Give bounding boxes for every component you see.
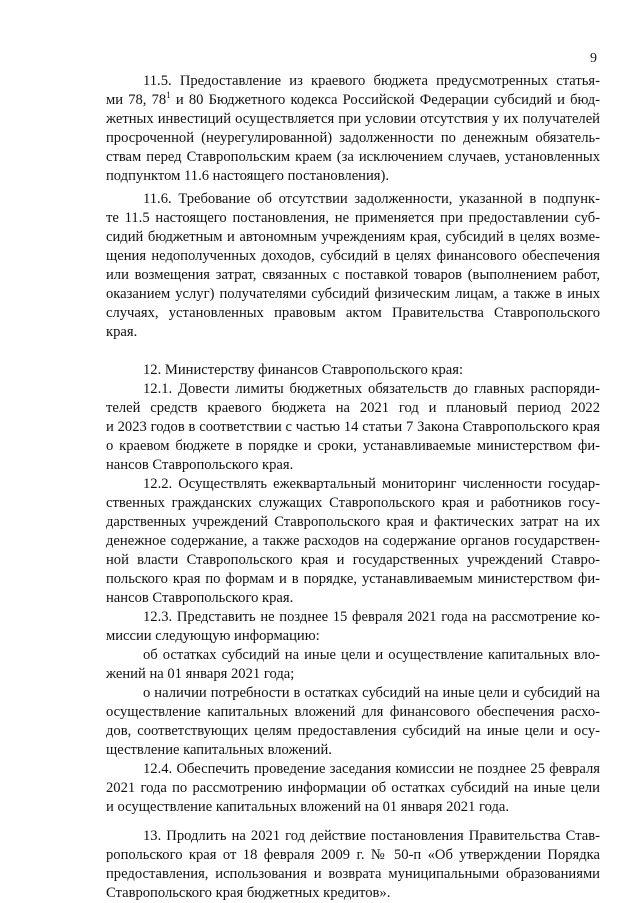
text-line-content: ществление капитальных вложений. xyxy=(106,742,332,758)
text-line xyxy=(143,190,600,209)
superscript: 1 xyxy=(166,90,171,100)
text-line xyxy=(143,827,600,846)
text-line-content: края. xyxy=(106,324,138,340)
text-line-content: 12.1. Довести лимиты бюджетных обязательств до главных распоряди- xyxy=(143,381,600,397)
text-line xyxy=(106,798,600,817)
text-line-content: подпунктом 11.6 настоящего постановления). xyxy=(106,168,390,184)
text-line xyxy=(106,209,600,228)
text-line-content: 13. Продлить на 2021 год действие постановления Правительства Став- xyxy=(143,828,600,844)
text-line xyxy=(143,760,600,779)
text-line xyxy=(143,684,600,703)
text-line-content: и 2023 годов в соответствии с частью 14 статьи 7 Закона Ставропольского края xyxy=(106,419,600,435)
text-line xyxy=(106,741,600,760)
text-line xyxy=(106,494,600,513)
text-line xyxy=(106,865,600,884)
text-line-content: 12.2. Осуществлять ежеквартальный мониторинг численности государ- xyxy=(143,476,600,492)
text-line-content: телей средств краевого бюджета на 2021 год и плановый период 2022 xyxy=(106,400,600,416)
text-line xyxy=(106,148,600,167)
text-line-content: дарственных учреждений Ставропольского края и фактических затрат на их xyxy=(106,514,600,530)
text-line-content: денежное содержание, а также расходов на содержание органов государствен- xyxy=(106,533,600,549)
text-line xyxy=(106,703,600,722)
text-line-content: сидий бюджетным и автономным учреждениям края, субсидий в целях возме- xyxy=(106,229,600,245)
text-line-content: те 11.5 настоящего постановления, не применяется при предоставлении суб- xyxy=(106,210,600,226)
text-line xyxy=(143,72,600,91)
text-line xyxy=(106,627,600,646)
text-line xyxy=(106,266,600,285)
text-line xyxy=(106,110,600,129)
page-number: 9 xyxy=(590,51,597,66)
text-line xyxy=(106,589,600,608)
text-line xyxy=(143,646,600,665)
text-line xyxy=(143,608,600,627)
text-line xyxy=(106,399,600,418)
text-line xyxy=(106,228,600,247)
text-line-content: о краевом бюджете в порядке и сроки, устанавливаемые министерством фи- xyxy=(106,438,600,454)
text-line xyxy=(106,884,600,903)
text-line-content: осуществление капитальных вложений для финансового обеспечения расхо- xyxy=(106,704,600,720)
text-line-content: ропольского края от 18 февраля 2009 г. № 50-п «Об утверждении Порядка xyxy=(106,847,600,863)
text-line xyxy=(106,285,600,304)
text-line-content: ствам перед Ставропольским краем (за исключением случаев, установленных xyxy=(106,149,600,165)
text-line-content: 2021 года по рассмотрению информации об остатках субсидий на иные цели xyxy=(106,780,600,796)
text-line xyxy=(106,846,600,865)
text-line xyxy=(106,129,600,148)
text-line-content: 11.5. Предоставление из краевого бюджета предусмотренных статья- xyxy=(143,73,600,89)
text-line-content: Ставропольского края бюджетных кредитов». xyxy=(106,885,391,901)
text-line xyxy=(106,722,600,741)
text-line xyxy=(106,437,600,456)
text-line xyxy=(106,513,600,532)
text-line xyxy=(106,304,600,323)
text-line-content: жений на 01 января 2021 года; xyxy=(106,666,295,682)
text-line xyxy=(106,570,600,589)
text-line-content: об остатках субсидий на иные цели и осуществление капитальных вло- xyxy=(143,647,600,663)
text-line xyxy=(143,475,600,494)
text-line xyxy=(106,532,600,551)
text-line-content: и осуществление капитальных вложений на 01 января 2021 года. xyxy=(106,799,510,815)
text-line-content: миссии следующую информацию: xyxy=(106,628,320,644)
text-line xyxy=(106,456,600,475)
text-line-content: ной власти Ставропольского края и государственных учреждений Ставро- xyxy=(106,552,600,568)
text-line-content: щения недополученных доходов, субсидий в целях финансового обеспечения xyxy=(106,248,600,264)
text-line xyxy=(143,380,600,399)
text-line-content: ственных гражданских служащих Ставропольского края и работников госу- xyxy=(106,495,600,511)
text-line-content: 11.6. Требование об отсутствии задолженности, указанной в подпунк- xyxy=(143,191,600,207)
text-line xyxy=(106,418,600,437)
text-line-content: случаях, установленных правовым актом Правительства Ставропольского xyxy=(106,305,600,321)
text-line-content: нансов Ставропольского края. xyxy=(106,590,294,606)
text-line-content: нансов Ставропольского края. xyxy=(106,457,294,473)
text-line xyxy=(106,247,600,266)
text-line-content: жетных инвестиций осуществляется при условии отсутствия у их получателей xyxy=(106,111,600,127)
text-line-content: оказанием услуг) получателями субсидий физическим лицам, а также в иных xyxy=(106,286,600,302)
text-line-content: 12. Министерству финансов Ставропольского края: xyxy=(143,362,464,378)
text-line-content: или возмещения затрат, связанных с поставкой товаров (выполнением работ, xyxy=(106,267,600,283)
text-line xyxy=(143,361,600,380)
text-line xyxy=(106,779,600,798)
text-line-content: о наличии потребности в остатках субсидий на иные цели и субсидий на xyxy=(143,685,600,701)
text-line-continuation: и 80 Бюджетного кодекса Российской Федерации субсидий и бюд- xyxy=(170,92,600,108)
text-line-content: 12.4. Обеспечить проведение заседания комиссии не позднее 25 февраля xyxy=(143,761,600,777)
text-line-content: предоставления, использования и возврата муниципальными образованиями xyxy=(106,866,600,882)
text-line xyxy=(106,167,600,186)
text-line-content: 12.3. Представить не позднее 15 февраля 2021 года на рассмотрение ко- xyxy=(143,609,600,625)
text-line-content: просроченной (неурегулированной) задолженности по денежным обязатель- xyxy=(106,130,600,146)
text-line xyxy=(106,91,600,110)
text-line-content: польского края по формам и в порядке, устанавливаемым министерством фи- xyxy=(106,571,600,587)
text-line-content: ми 78, 78 xyxy=(106,92,167,108)
text-line xyxy=(106,551,600,570)
text-line-content: дов, соответствующих целям предоставления субсидий на иные цели и осу- xyxy=(106,723,600,739)
text-line xyxy=(106,665,600,684)
text-line xyxy=(106,323,600,342)
